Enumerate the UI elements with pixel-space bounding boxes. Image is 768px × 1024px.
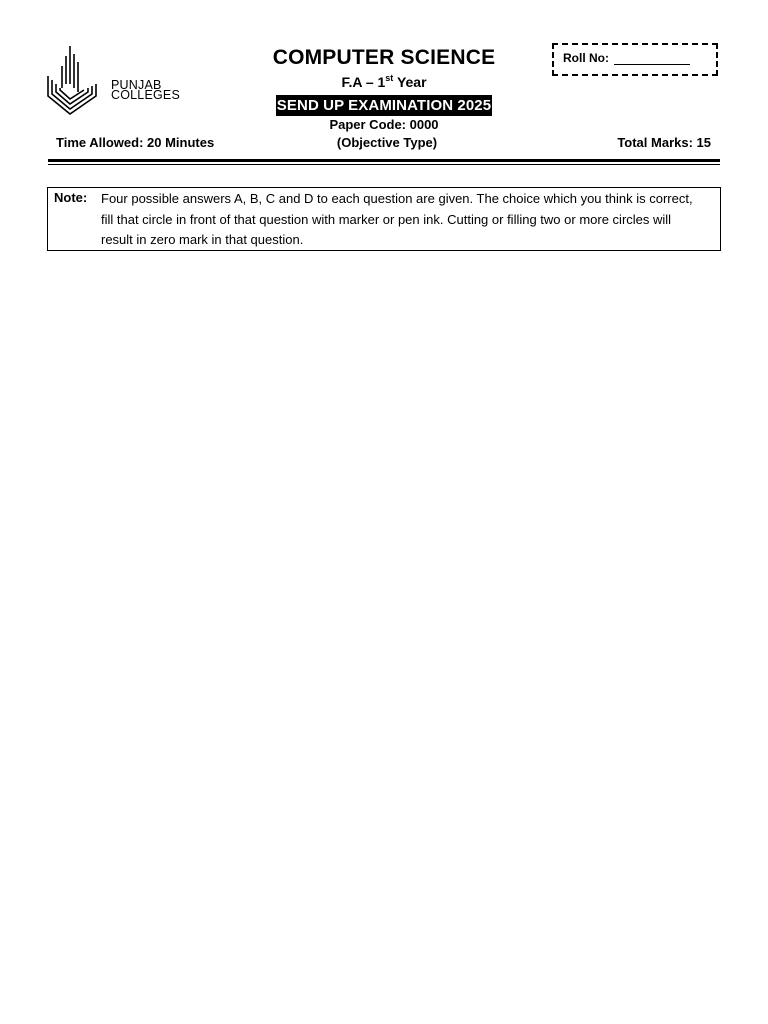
- class-year-prefix: F.A – 1: [341, 74, 386, 90]
- roll-number-label: Roll No:: [563, 51, 609, 65]
- roll-number-box[interactable]: [552, 43, 718, 76]
- note-box: [47, 187, 721, 251]
- note-text: Four possible answers A, B, C and D to each question are given. The choice which you think is correct, fill that circle in front of that question with marker or pen ink. Cutting or filling two or more circles will result in zero mark in that question.: [101, 191, 693, 247]
- objective-type: (Objective Type): [336, 135, 438, 150]
- note-label: Note:: [54, 190, 88, 205]
- class-year-suffix: Year: [393, 74, 427, 90]
- total-marks: Total Marks: 15: [617, 135, 711, 150]
- subject-title: COMPUTER SCIENCE: [272, 46, 496, 69]
- exam-banner: SEND UP EXAMINATION 2025: [276, 97, 492, 114]
- roll-number-line[interactable]: [614, 64, 690, 65]
- logo-text-line1: PUNJAB: [111, 78, 162, 92]
- class-year-superscript: st: [385, 73, 394, 83]
- paper-code: Paper Code: 0000: [329, 117, 439, 132]
- header-divider-thick: [48, 159, 720, 162]
- time-allowed: Time Allowed: 20 Minutes: [56, 135, 215, 150]
- header-divider-thin: [48, 164, 720, 165]
- class-year: [0, 74, 768, 90]
- exam-banner-wrap: [0, 95, 768, 116]
- logo-text-line2: COLLEGES: [111, 88, 180, 102]
